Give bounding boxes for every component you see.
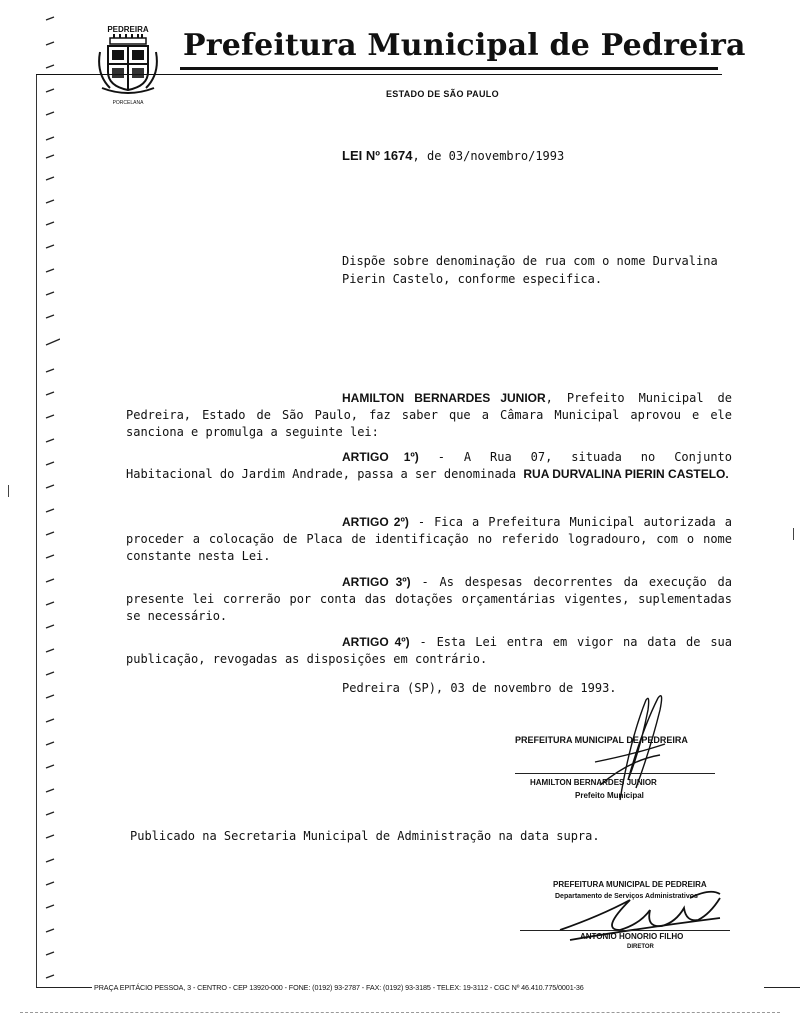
law-number: LEI Nº 1674 <box>342 148 413 163</box>
scan-edge <box>20 1012 780 1014</box>
admin-stamp-role: DIRETOR <box>627 944 654 950</box>
mayor-name: HAMILTON BERNARDES JUNIOR <box>342 391 546 405</box>
crest-bottom-text: PORCELANA <box>112 100 144 106</box>
preamble-text: , Prefeito Municipal de Pedreira, Estado de São Paulo, faz saber que a Câmara Municipal aprovou e ele sanciona e promulga a seguinte lei: <box>126 391 732 439</box>
date-line: Pedreira (SP), 03 de novembro de 1993. <box>342 681 617 695</box>
left-border-line <box>36 74 37 988</box>
signature-rule <box>520 930 730 931</box>
article-label: ARTIGO 2º) <box>342 515 409 529</box>
street-name: RUA DURVALINA PIERIN CASTELO. <box>523 467 729 481</box>
margin-tick-marks <box>40 0 60 1000</box>
page-title: Prefeitura Municipal de Pedreira <box>183 28 746 63</box>
header-rule-thick <box>180 67 718 70</box>
publication-note: Publicado na Secretaria Municipal de Administração na data supra. <box>130 829 600 843</box>
article-text: - As despesas decorrentes da execução da presente lei correrão por conta das dotações orçamentárias vigentes, suplementadas se necessário. <box>126 575 732 623</box>
crest-top-text: PEDREIRA <box>107 25 149 34</box>
law-summary: Dispõe sobre denominação de rua com o nome Durvalina Pierin Castelo, conforme especifica. <box>342 254 718 286</box>
article-text: - Fica a Prefeitura Municipal autorizada a proceder a colocação de Placa de identificação no referido logradouro, com o nome constante nesta Lei. <box>126 515 732 563</box>
admin-stamp-name: ANTONIO HONORIO FILHO <box>580 932 684 941</box>
article-3 <box>126 574 732 625</box>
state-subtitle: ESTADO DE SÃO PAULO <box>386 89 499 99</box>
article-1 <box>126 449 732 483</box>
article-2 <box>126 514 732 565</box>
article-label: ARTIGO 3º) <box>342 575 411 589</box>
scan-mark <box>8 485 9 497</box>
law-title <box>342 148 564 163</box>
preamble-paragraph <box>126 390 732 441</box>
mayor-stamp-office: PREFEITURA MUNICIPAL DE PEDREIRA <box>515 735 688 745</box>
mayor-stamp-name: HAMILTON BERNARDES JUNIOR <box>530 778 657 787</box>
admin-stamp-office: PREFEITURA MUNICIPAL DE PEDREIRA <box>553 880 707 889</box>
article-label: ARTIGO 1º) <box>342 450 419 464</box>
admin-stamp-department: Departamento de Serviços Administrativos <box>555 893 698 900</box>
article-4 <box>126 634 732 668</box>
article-label: ARTIGO 4º) <box>342 635 410 649</box>
footer-address: PRAÇA EPITÁCIO PESSOA, 3 - CENTRO - CEP 13920-000 - FONE: (0192) 93-2787 - FAX: (0192) 93-3185 - TELEX: 19-3112 - CGC Nº 46.410.775/0001-36 <box>94 983 584 992</box>
scan-mark <box>793 528 794 540</box>
signature-rule <box>515 773 715 774</box>
law-date: , de 03/novembro/1993 <box>412 149 565 163</box>
municipal-crest-icon <box>96 22 160 108</box>
footer-rule-right <box>764 987 800 988</box>
article-text: - A Rua 07, situada no Conjunto Habitacional do Jardim Andrade, passa a ser denominada <box>126 450 732 481</box>
footer-rule-left <box>36 987 92 988</box>
mayor-stamp-role: Prefeito Municipal <box>575 791 644 800</box>
header-rule-thin <box>36 74 722 75</box>
article-text: - Esta Lei entra em vigor na data de sua publicação, revogadas as disposições em contrário. <box>126 635 732 666</box>
